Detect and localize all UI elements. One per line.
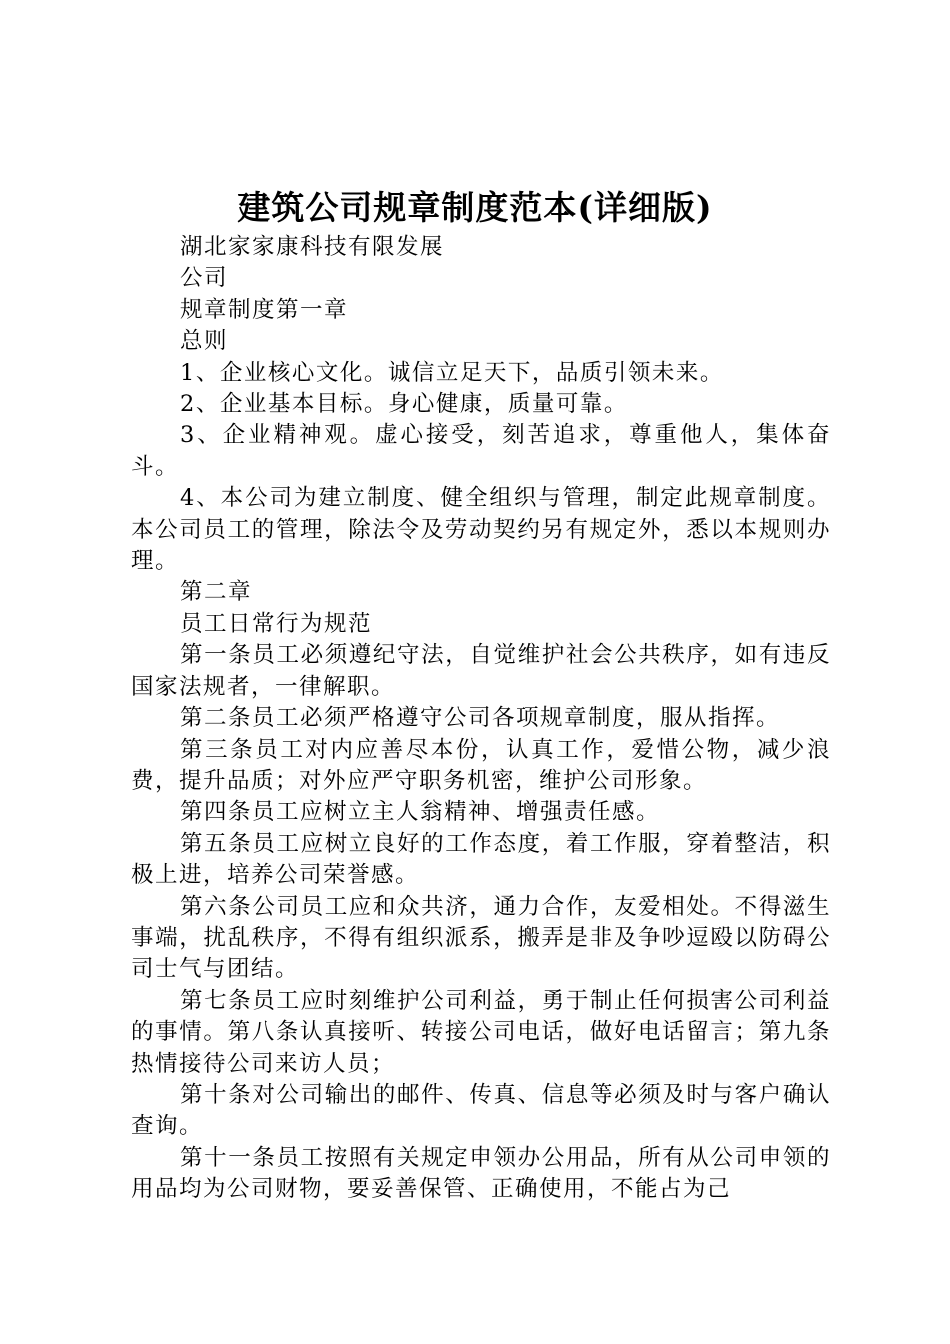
paragraph: 总则 (180, 328, 229, 355)
paragraph: 第三条员工对内应善尽本份，认真工作，爱惜公物，减少浪费，提升品质；对外应严守职务机密，维护公司形象。 (131, 736, 831, 794)
paragraph: 第七条员工应时刻维护公司利益，勇于制止任何损害公司利益的事情。第八条认真接听、转接公司电话，做好电话留言；第九条热情接待公司来访人员； (131, 987, 831, 1077)
paragraph: 湖北家家康科技有限发展 (180, 234, 445, 260)
paragraph: 1、企业核心文化。诚信立足天下，品质引领未来。 (180, 359, 724, 386)
paragraph: 第十条对公司输出的邮件、传真、信息等必须及时与客户确认查询。 (131, 1081, 831, 1140)
paragraph: 第六条公司员工应和众共济，通力合作，友爱相处。不得滋生事端，扰乱秩序，不得有组织派系，搬弄是非及争吵逗殴以防碍公司士气与团结。 (131, 893, 831, 983)
paragraph: 3、企业精神观。虚心接受，刻苦追求，尊重他人，集体奋斗。 (131, 422, 831, 480)
paragraph: 规章制度第一章 (180, 296, 349, 323)
document-body (131, 232, 831, 1206)
paragraph: 第一条员工必须遵纪守法，自觉维护社会公共秩序，如有违反国家法规者，一律解职。 (131, 642, 831, 700)
paragraph: 第二章 (180, 579, 253, 606)
paragraph: 第五条员工应树立良好的工作态度，着工作服，穿着整洁，积极上进，培养公司荣誉感。 (131, 830, 831, 889)
document-title: 建筑公司规章制度范本(详细版) (237, 188, 713, 227)
paragraph: 第四条员工应树立主人翁精神、增强责任感。 (180, 799, 661, 826)
paragraph: 2、企业基本目标。身心健康，质量可靠。 (180, 391, 628, 418)
paragraph: 员工日常行为规范 (180, 610, 373, 637)
paragraph: 第二条员工必须严格遵守公司各项规章制度，服从指挥。 (180, 705, 781, 732)
paragraph: 第十一条员工按照有关规定申领办公用品，所有从公司申领的用品均为公司财物，要妥善保管、正确使用，不能占为己 (131, 1144, 831, 1203)
paragraph: 4、本公司为建立制度、健全组织与管理，制定此规章制度。本公司员工的管理，除法令及劳动契约另有规定外，悉以本规则办理。 (131, 485, 831, 575)
paragraph: 公司 (180, 265, 229, 292)
